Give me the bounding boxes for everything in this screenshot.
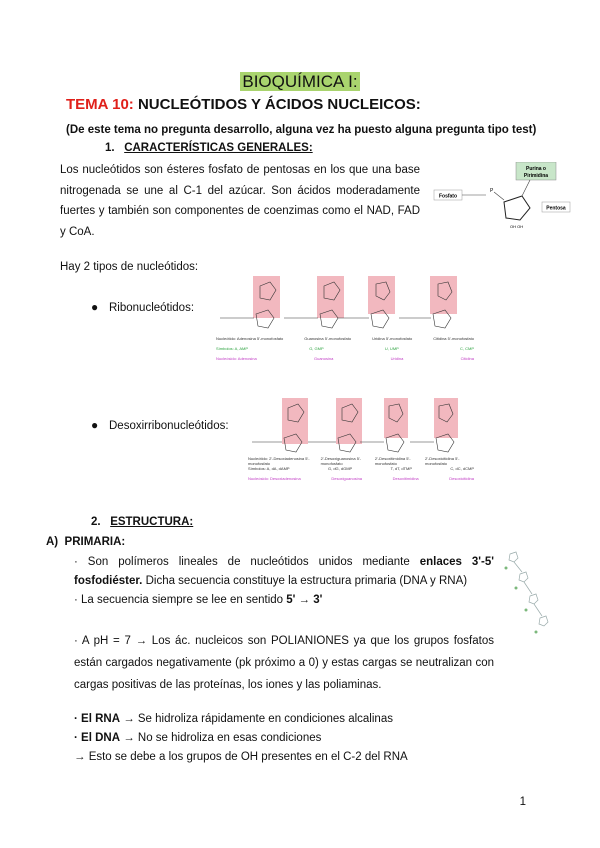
oh-labels: OH OH: [510, 224, 524, 229]
desoxi-bullet: ● Desoxirribonucleótidos:: [91, 418, 229, 432]
dna-line: · El DNA → No se hidroliza en esas condiciones: [74, 732, 322, 744]
ribo-caption-names: Nucleótido: Adenosina 5'-monofosfato Guanosina 5'-monofosfato Uridina 5'-monofosfato Citidina 5'-monofosfato: [216, 336, 474, 341]
primaria-bullet-3: · A pH = 7 → Los ác. nucleicos son POLIANIONES ya que los grupos fosfatos están cargados negativamente (pk próximo a 0) y estas cargas se neutralizan con cargas positivas de las proteínas, los iones y las poliaminas.: [74, 635, 494, 691]
desoxi-caption-symbols: Símbolos: A, dA, dAMP G, dG, dGMP T, dT, dTMP C, dC, dCMP: [248, 466, 474, 471]
primaria-bullet-1: · Son polímeros lineales de nucleótidos unidos mediante enlaces 3'-5' fosfodiéster. Dicha secuencia constituye la estructura primaria (DNA y RNA): [74, 556, 494, 587]
ribo-caption-symbols: Símbolos: A, AMP G, GMP U, UMP C, CMP: [216, 346, 474, 351]
section1-heading: 1. CARACTERÍSTICAS GENERALES:: [105, 142, 313, 154]
ester-bond: [494, 192, 504, 200]
primaria-heading: A) PRIMARIA:: [46, 536, 126, 548]
pentose-label-text: Pentosa: [546, 205, 566, 212]
ribonucleotides-structures: [216, 274, 474, 336]
primaria-bullet-2: · La secuencia siempre se lee en sentido 5' → 3': [74, 594, 323, 606]
dna-strand-figure: [500, 548, 560, 644]
ribonucleotides-figure: [216, 274, 474, 372]
page-number: 1: [519, 796, 526, 808]
desoxi-caption-names: Nucleótido: 2'-Desoxiadenosina 5'-monofosfato 2'-Desoxiguanosina 5'-monofosfato 2'-Desoxitimidina 5'-monofosfato 2'-Desoxicitidina 5'-monofosfato: [248, 456, 460, 466]
tema-title: NUCLEÓTIDOS Y ÁCIDOS NUCLEICOS:: [133, 96, 421, 113]
section2-heading: 2. ESTRUCTURA:: [91, 516, 194, 528]
phosphate-p: P: [490, 188, 494, 194]
ribo-base-highlight-c: [430, 276, 457, 314]
rna-line: · El RNA → Se hidroliza rápidamente en condiciones alcalinas: [74, 713, 393, 725]
nucleotide-structure-figure: [430, 162, 572, 232]
tema-heading: [66, 96, 421, 113]
deoxyribonucleotides-structures: [248, 394, 474, 456]
oh-line: → Esto se debe a los grupos de OH presentes en el C-2 del RNA: [74, 751, 408, 763]
ribo-base-highlight-a: [253, 276, 280, 318]
bullet-dot: ●: [91, 418, 99, 432]
base-label-text-2: Pirimidina: [523, 173, 549, 179]
ribo-base-highlight-g: [317, 276, 344, 318]
ribo-caption-nucleosides: Nucleósido: Adenosina Guanosina Uridina Citidina: [216, 356, 474, 361]
types-intro: Hay 2 tipos de nucleótidos:: [60, 261, 199, 273]
primaria-bullet-3-block: [74, 630, 494, 696]
ribo-bullet: ● Ribonucleótidos:: [91, 300, 195, 314]
desoxi-base-highlight-t: [384, 398, 408, 438]
section1-paragraph-block: [60, 160, 420, 242]
dna-strand-diagram: [500, 548, 560, 644]
base-label-text: Purina o: [525, 166, 547, 172]
deoxyribonucleotides-figure: [248, 394, 474, 492]
desoxi-caption-nucleosides: Nucleósido: Desoxiadenosina Desoxiguanosina Desoxitimidina Desoxicitidina: [248, 476, 474, 481]
desoxi-base-highlight-c: [434, 398, 458, 438]
page-title: BIOQUÍMICA I:: [242, 72, 358, 91]
nucleotide-diagram: [430, 162, 572, 232]
exam-note: (De este tema no pregunta desarrollo, alguna vez ha puesto alguna pregunta tipo test): [66, 124, 537, 136]
bullet-dot: ●: [91, 300, 99, 314]
glycosidic-bond: [522, 180, 530, 196]
phosphate-label-text: Fosfato: [438, 193, 458, 200]
tema-label: TEMA 10:: [66, 96, 134, 113]
ribo-base-highlight-u: [368, 276, 395, 314]
section1-paragraph: Los nucleótidos son ésteres fosfato de pentosas en los que una base nitrogenada se une al C-1 del azúcar. Son ácidos moderadamente fuertes y también son componentes de coenzimas como el NAD, FAD y CoA.: [60, 164, 420, 238]
pentose-ring: [504, 196, 530, 220]
